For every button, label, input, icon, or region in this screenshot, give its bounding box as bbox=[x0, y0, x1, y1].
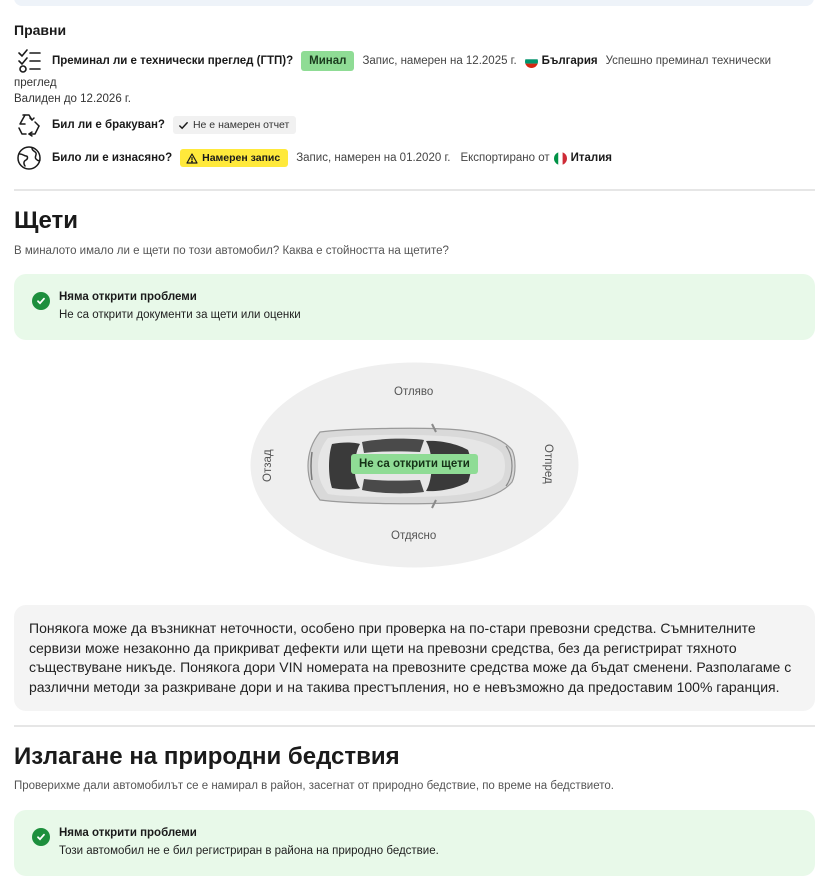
damage-status-text: Не са открити документи за щети или оценки bbox=[59, 309, 301, 321]
damage-diagram bbox=[250, 362, 579, 568]
globe-icon bbox=[14, 143, 44, 173]
exported-status-text: Намерен запис bbox=[202, 152, 281, 164]
front-side-label: Отпред bbox=[542, 444, 554, 484]
inspection-valid-until: Валиден до 12.2026 г. bbox=[14, 93, 131, 105]
inspection-question: Преминал ли е технически преглед (ГТП)? bbox=[52, 55, 294, 67]
disaster-status-text: Този автомобил не е бил регистриран в района на природно бедствие. bbox=[59, 845, 439, 857]
inspection-detail-continued: преглед bbox=[14, 77, 57, 89]
damage-status-box bbox=[14, 274, 815, 340]
disaster-status-title: Няма открити проблеми bbox=[59, 827, 197, 839]
section-divider bbox=[14, 725, 815, 727]
bulgaria-flag-icon bbox=[525, 55, 538, 68]
inspection-row bbox=[14, 46, 777, 76]
recycle-icon bbox=[14, 110, 44, 140]
scrapped-row bbox=[14, 110, 296, 140]
check-icon bbox=[178, 120, 189, 131]
previous-section-card bbox=[14, 0, 814, 6]
inspection-country: България bbox=[541, 55, 598, 67]
damage-disclaimer-text: Понякога може да възникнат неточности, особено при проверка на по-стари превозни средства. Съмнителните сервизи може незаконно да прикриват дефекти или щети на превозни средства, без да регистрират тяхното съществуване никъде. Понякога дори VIN номерата на превозните средства може да бъдат сменени. Разполагаме с различни методи за разкриване дори и на такива престъпления, но е невъзможно да предоставим 100% гаранция. bbox=[29, 620, 792, 695]
no-damage-badge: Не са открити щети bbox=[351, 454, 478, 474]
disaster-section-title: Излагане на природни бедствия bbox=[14, 743, 400, 770]
scrapped-question: Бил ли е бракуван? bbox=[52, 119, 165, 131]
disaster-status-box bbox=[14, 810, 815, 876]
damage-section-subtitle: В миналото имало ли е щети по този автомобил? Каква е стойността на щетите? bbox=[14, 245, 449, 257]
legal-section-title: Правни bbox=[14, 22, 67, 38]
inspection-detail: Успешно преминал технически bbox=[605, 55, 772, 67]
checklist-icon bbox=[14, 46, 44, 76]
success-check-icon bbox=[32, 828, 50, 846]
damage-section-title: Щети bbox=[14, 207, 78, 234]
inspection-status-badge: Минал bbox=[301, 51, 354, 71]
exported-question: Било ли е изнасяно? bbox=[52, 152, 173, 164]
damage-status-title: Няма открити проблеми bbox=[59, 291, 197, 303]
section-divider bbox=[14, 189, 815, 191]
exported-country: Италия bbox=[570, 152, 613, 164]
left-side-label: Отляво bbox=[394, 386, 434, 398]
scrapped-status-text: Не е намерен отчет bbox=[192, 119, 290, 131]
exported-row bbox=[14, 143, 620, 173]
damage-disclaimer-box bbox=[14, 605, 815, 711]
disaster-section-subtitle: Проверихме дали автомобилът се е намирал в район, засегнат от природно бедствие, по време на бедствието. bbox=[14, 780, 614, 792]
inspection-record: Запис, намерен на 12.2025 г. bbox=[362, 55, 517, 67]
success-check-icon bbox=[32, 292, 50, 310]
scrapped-status-badge bbox=[173, 116, 296, 134]
exported-record: Запис, намерен на 01.2020 г. bbox=[296, 152, 451, 164]
rear-side-label: Отзад bbox=[262, 449, 274, 482]
right-side-label: Отдясно bbox=[391, 530, 437, 542]
exported-status-badge bbox=[180, 149, 288, 167]
exported-from-label: Експортирано от bbox=[460, 152, 550, 164]
warning-icon bbox=[186, 153, 198, 164]
italy-flag-icon bbox=[554, 152, 567, 165]
